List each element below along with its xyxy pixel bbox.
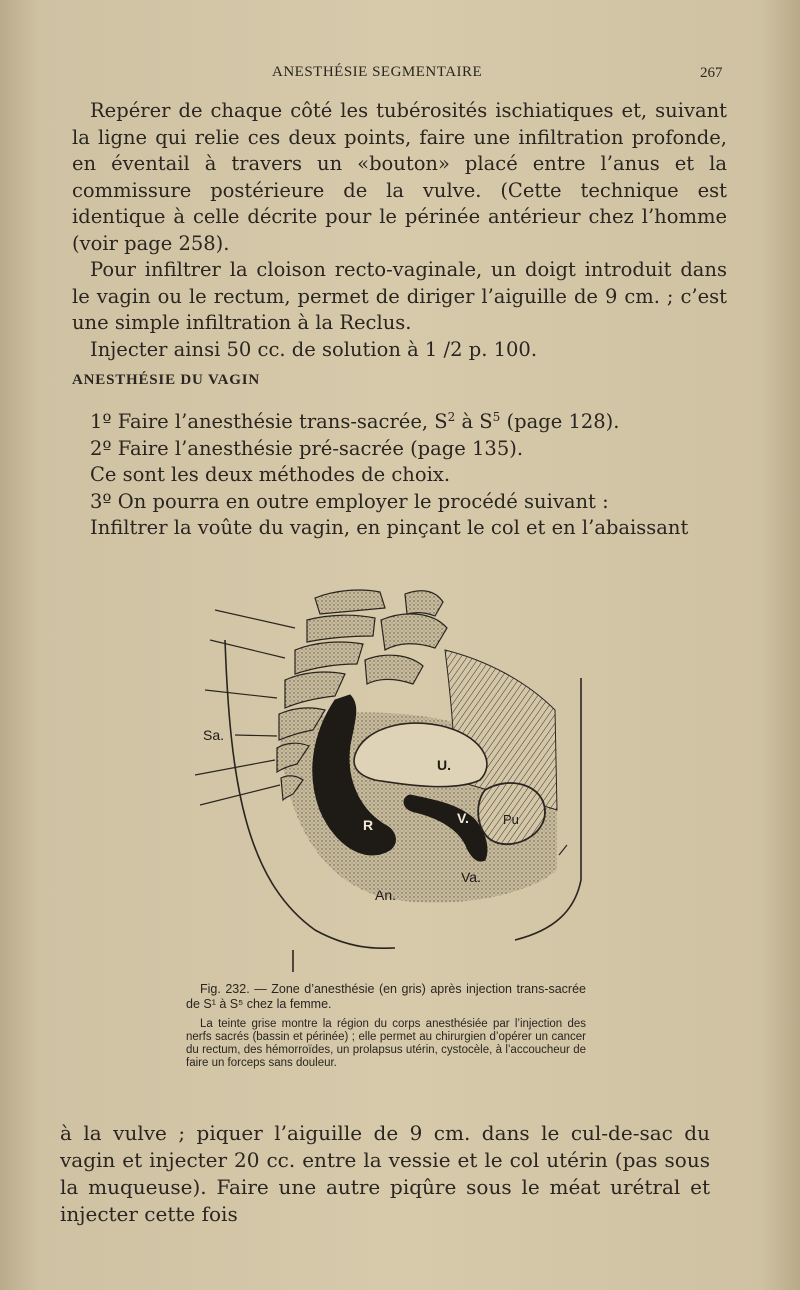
label-r: R bbox=[363, 817, 374, 833]
step-2-note: Ce sont les deux méthodes de choix. bbox=[90, 463, 451, 486]
label-va: Va. bbox=[461, 869, 481, 885]
paragraph: à la vulve ; piquer l’aiguille de 9 cm. dans le cul-de-sac du vagin et injecter 20 cc. entre la vessie et le col utérin (pas sous la muqueuse). Faire une autre piqûre sous le méat urétral et injecter cette fois bbox=[60, 1121, 710, 1226]
step-2: 2º Faire l’anesthésie pré-sacrée (page 135). bbox=[90, 436, 524, 460]
body-text-top bbox=[72, 98, 727, 363]
paragraph: Injecter ainsi 50 cc. de solution à 1 /2 p. 100. bbox=[90, 337, 538, 361]
paragraph: Repérer de chaque côté les tubérosités ischiatiques et, suivant la ligne qui relie ces deux points, faire une infiltration profonde, en éventail à travers un «bouton» placé entre l’anus et la commissure postérieure de la vulve. (Cette technique est identique à celle décrite pour le périnée antérieur chez l’homme (voir page 258). bbox=[72, 99, 727, 255]
figure-caption bbox=[186, 982, 586, 1070]
anatomical-figure bbox=[185, 580, 605, 980]
step-1-text-mid: à S bbox=[455, 410, 493, 433]
running-head bbox=[0, 64, 800, 88]
step-1-text: 1º Faire l’anesthésie trans-sacrée, S bbox=[90, 410, 448, 433]
body-text-bottom bbox=[60, 1120, 710, 1228]
page-number: 267 bbox=[700, 65, 723, 81]
label-an: An. bbox=[375, 887, 397, 903]
step-1 bbox=[72, 404, 727, 436]
paragraph: Pour infiltrer la cloison recto-vaginale, un doigt introduit dans le vagin ou le rectum, permet de diriger l’aiguille de 9 cm. ; c’est une simple infiltration à la Reclus. bbox=[72, 258, 727, 334]
caption-note: La teinte grise montre la région du corps anesthésiée par l’injection des nerfs sacrés (bassin et périnée) ; elle permet au chirurgien d’opérer un cancer du rectum, des hémorroïdes, un prolapsus utérin, cystocèle, à l’accoucheur de faire un forceps sans douleur. bbox=[186, 1018, 586, 1069]
label-v: V. bbox=[457, 810, 469, 826]
body-text-steps bbox=[72, 404, 727, 542]
label-u: U. bbox=[437, 757, 451, 773]
step-3: 3º On pourra en outre employer le procédé suivant : bbox=[90, 489, 609, 513]
label-sa: Sa. bbox=[203, 727, 225, 743]
superscript: 2 bbox=[447, 410, 456, 424]
step-3-detail: Infiltrer la voûte du vagin, en pinçant le col et en l’abaissant bbox=[90, 516, 689, 539]
section-heading: ANESTHÉSIE DU VAGIN bbox=[72, 372, 261, 388]
running-head-title: ANESTHÉSIE SEGMENTAIRE bbox=[272, 64, 483, 80]
label-pu: Pu bbox=[503, 812, 519, 827]
superscript: 5 bbox=[492, 410, 501, 424]
step-1-text-end: (page 128). bbox=[500, 410, 620, 433]
caption-title: Fig. 232. — Zone d’anesthésie (en gris) après injection trans-sacrée de S¹ à S⁵ chez la femme. bbox=[186, 982, 586, 1011]
